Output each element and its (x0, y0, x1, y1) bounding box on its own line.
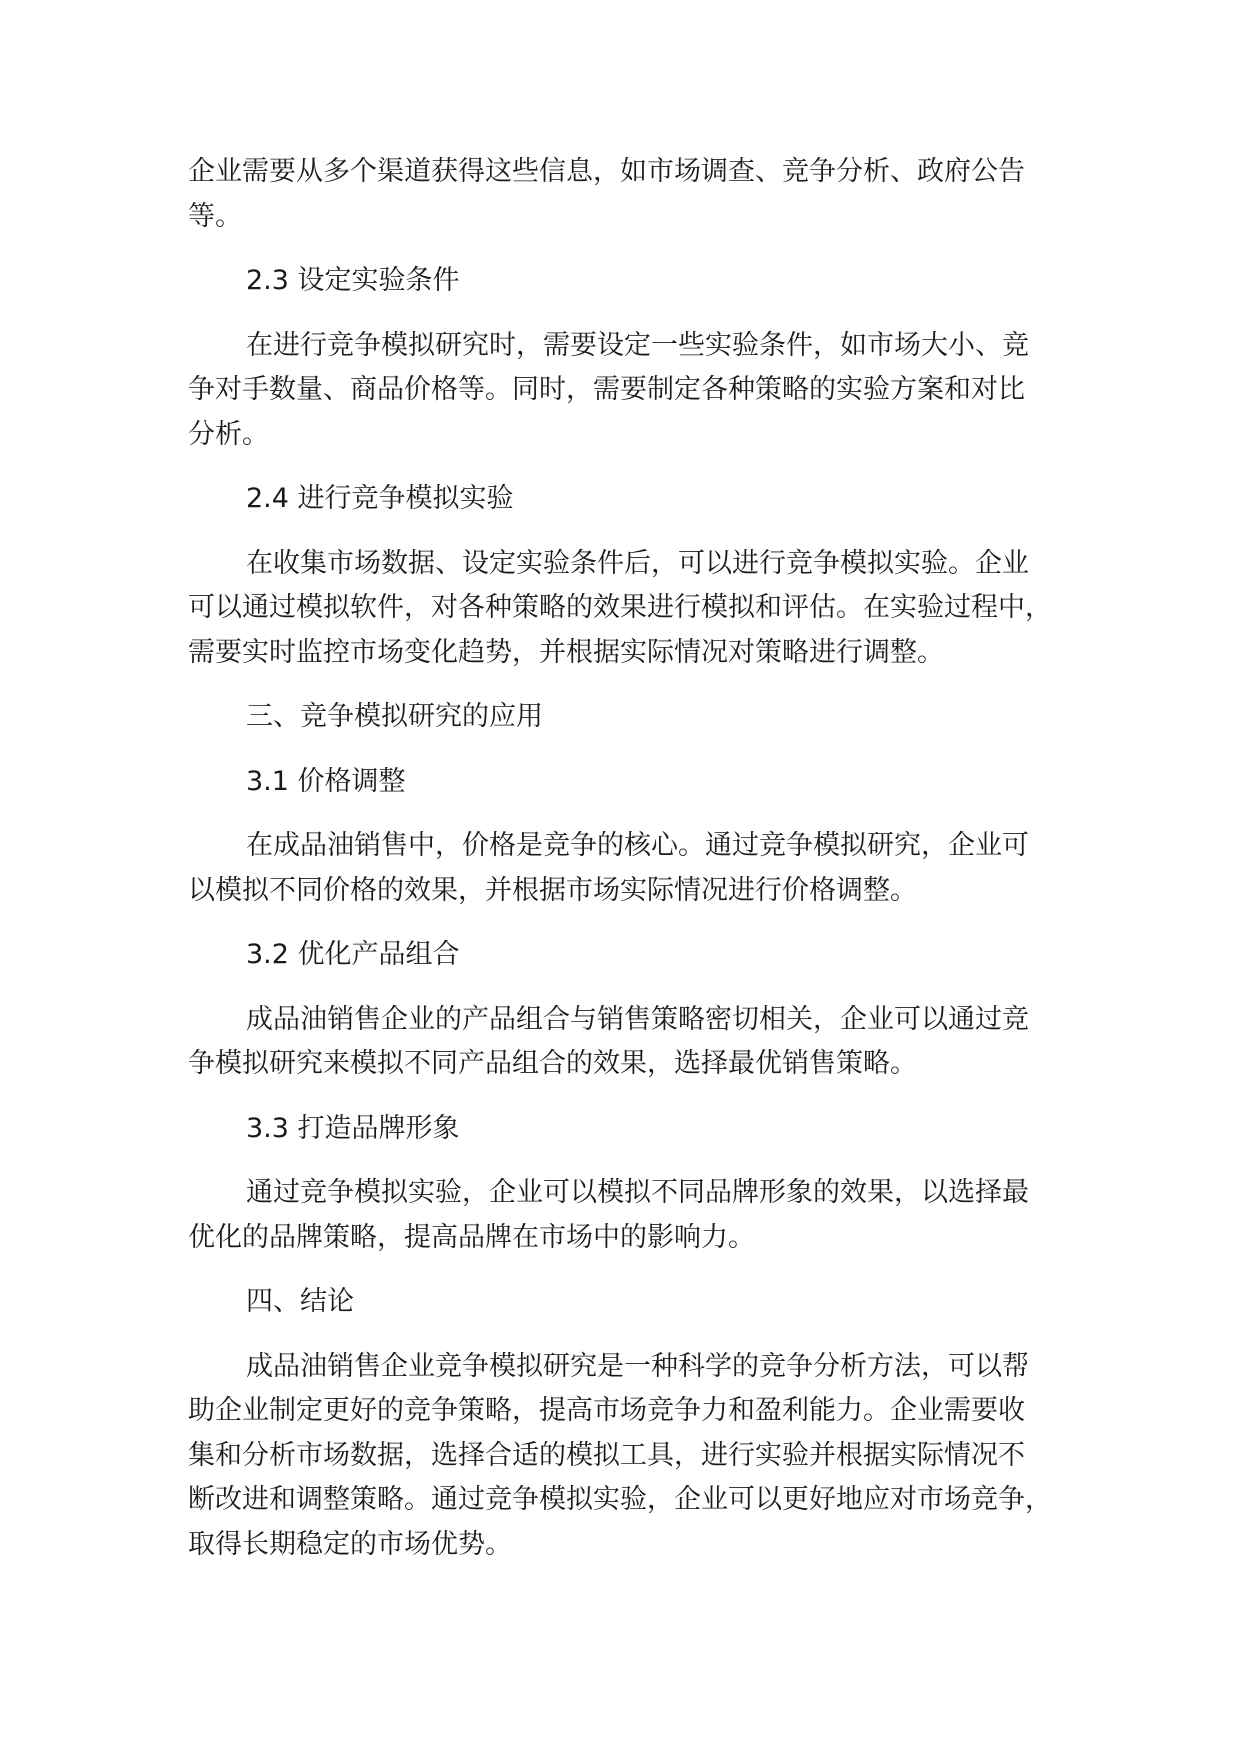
section-heading: 2.3 设定实验条件 (246, 265, 460, 296)
text-line: 以模拟不同价格的效果，并根据市场实际情况进行价格调整。 (188, 874, 917, 906)
paragraph (188, 324, 1088, 458)
section-heading: 四、结论 (246, 1286, 354, 1317)
text-line: 助企业制定更好的竞争策略，提高市场竞争力和盈利能力。企业需要收 (188, 1395, 1025, 1426)
paragraph (188, 1345, 1088, 1568)
paragraph (188, 150, 1088, 239)
section-heading: 3.3 打造品牌形象 (246, 1112, 460, 1144)
text-line: 分析。 (188, 418, 269, 450)
paragraph (188, 998, 1088, 1087)
text-line: 在进行竞争模拟研究时，需要设定一些实验条件，如市场大小、竞 (246, 329, 1029, 361)
text-line: 等。 (188, 200, 242, 232)
paragraph (188, 542, 1088, 676)
text-line: 取得长期稳定的市场优势。 (188, 1528, 512, 1560)
section-heading: 三、竞争模拟研究的应用 (246, 701, 543, 732)
text-line: 通过竞争模拟实验，企业可以模拟不同品牌形象的效果，以选择最 (246, 1177, 1029, 1208)
text-line: 成品油销售企业的产品组合与销售策略密切相关，企业可以通过竞 (246, 1003, 1029, 1035)
text-line: 争对手数量、商品价格等。同时，需要制定各种策略的实验方案和对比 (188, 374, 1025, 405)
text-line: 争模拟研究来模拟不同产品组合的效果，选择最优销售策略。 (188, 1048, 917, 1079)
paragraph (188, 1171, 1088, 1260)
section-heading: 2.4 进行竞争模拟实验 (246, 483, 514, 514)
text-line: 优化的品牌策略，提高品牌在市场中的影响力。 (188, 1221, 755, 1253)
text-line: 集和分析市场数据，选择合适的模拟工具，进行实验并根据实际情况不 (188, 1439, 1025, 1471)
text-line: 需要实时监控市场变化趋势，并根据实际情况对策略进行调整。 (188, 636, 944, 668)
document-page (188, 150, 1088, 1587)
text-line: 可以通过模拟软件，对各种策略的效果进行模拟和评估。在实验过程中， (188, 592, 1052, 623)
section-heading: 3.2 优化产品组合 (246, 939, 460, 970)
text-line: 企业需要从多个渠道获得这些信息，如市场调查、竞争分析、政府公告 (188, 156, 1025, 187)
paragraph (188, 824, 1088, 913)
text-line: 断改进和调整策略。通过竞争模拟实验，企业可以更好地应对市场竞争， (188, 1484, 1052, 1515)
text-line: 成品油销售企业竞争模拟研究是一种科学的竞争分析方法，可以帮 (246, 1350, 1029, 1382)
text-line: 在收集市场数据、设定实验条件后，可以进行竞争模拟实验。企业 (246, 547, 1029, 579)
text-line: 在成品油销售中，价格是竞争的核心。通过竞争模拟研究，企业可 (246, 830, 1029, 861)
section-heading: 3.1 价格调整 (246, 765, 406, 797)
